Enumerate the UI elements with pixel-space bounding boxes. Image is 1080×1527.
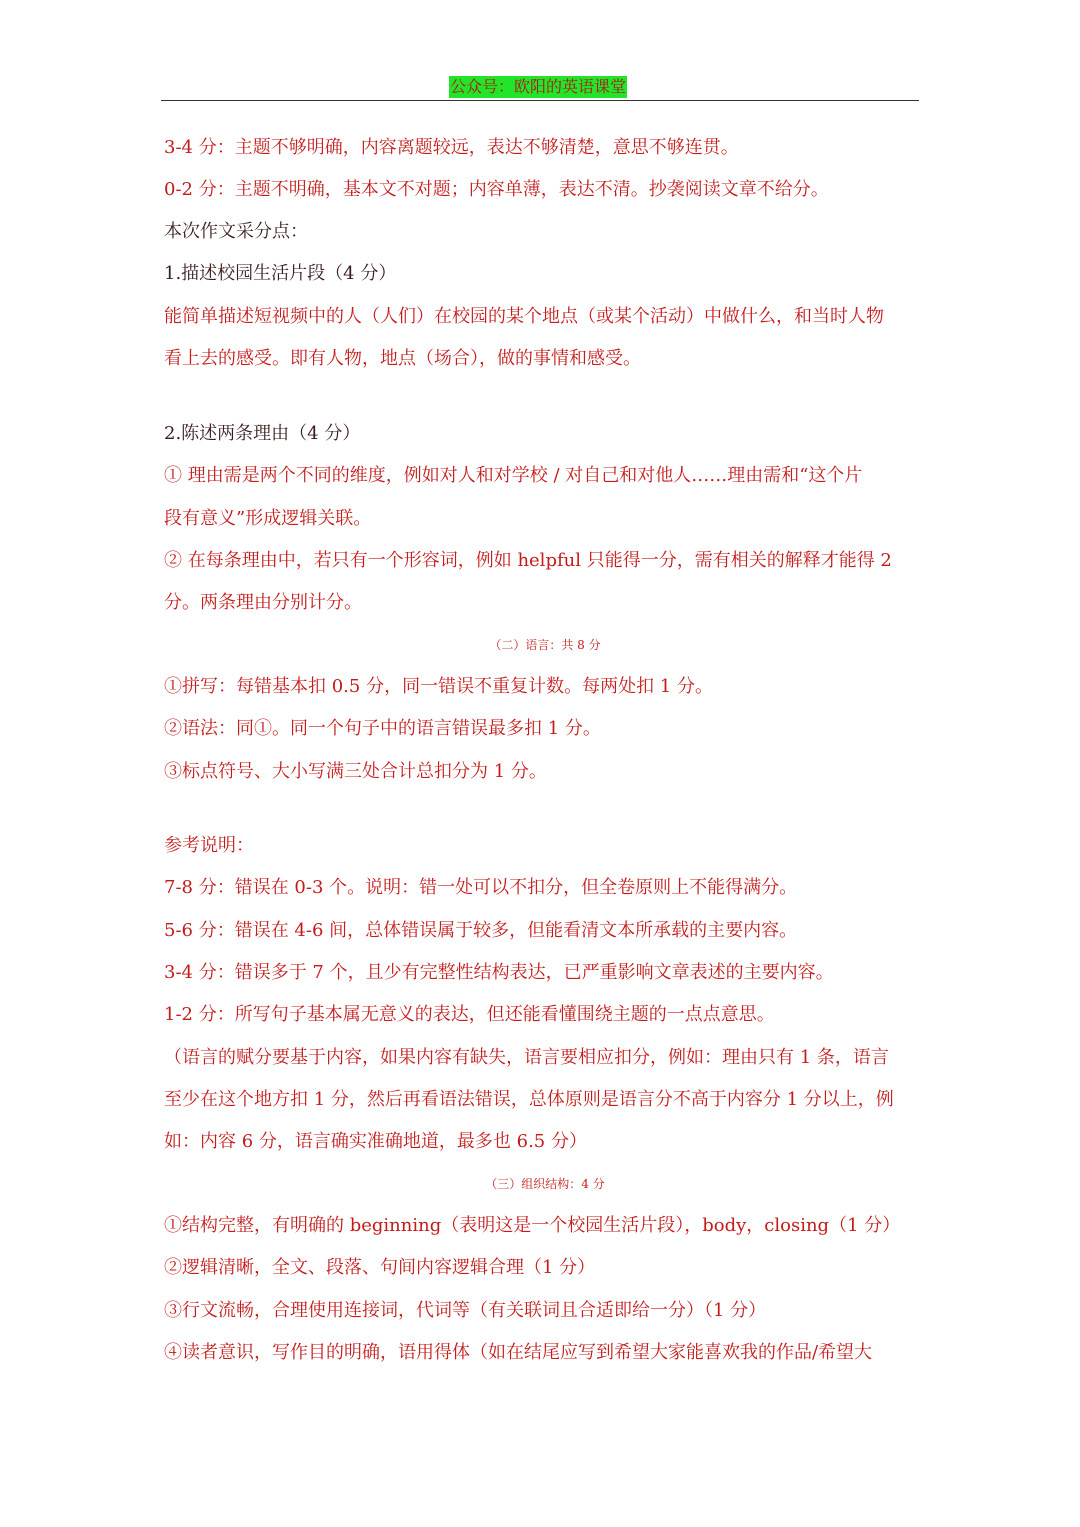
page-header — [0, 76, 1080, 102]
section-structure-heading: （三）组织结构：4 分 — [485, 1177, 605, 1191]
language-punctuation: ③标点符号、大小写满三处合计总扣分为 1 分。 — [164, 761, 547, 782]
point-2-item-2-line-2: 分。两条理由分别计分。 — [164, 592, 362, 613]
score-band-3-4: 3-4 分：主题不够明确，内容离题较远，表达不够清楚，意思不够连贯。 — [164, 137, 739, 158]
header-label: 公众号：欧阳的英语课堂 — [450, 77, 627, 96]
reference-3-4: 3-4 分：错误多于 7 个，且少有完整性结构表达，已严重影响文章表述的主要内容。 — [164, 962, 834, 983]
reference-7-8: 7-8 分：错误在 0-3 个。说明：错一处可以不扣分，但全卷原则上不能得满分。 — [164, 877, 798, 898]
point-2-heading: 2.陈述两条理由（4 分） — [164, 423, 361, 444]
language-note-line-3: 如：内容 6 分，语言确实准确地道，最多也 6.5 分） — [164, 1131, 587, 1152]
language-note-line-1: （语言的赋分要基于内容，如果内容有缺失，语言要相应扣分，例如：理由只有 1 条，语言 — [164, 1047, 889, 1068]
structure-complete: ①结构完整，有明确的 beginning（表明这是一个校园生活片段），body，closing（1 分） — [164, 1215, 901, 1236]
point-2-item-1-line-1: ① 理由需是两个不同的维度，例如对人和对学校 / 对自己和对他人……理由需和“这个片 — [164, 465, 863, 486]
reference-notes-heading: 参考说明： — [164, 835, 254, 856]
point-1-text-line-1: 能简单描述短视频中的人（人们）在校园的某个地点（或某个活动）中做什么，和当时人物 — [164, 306, 884, 327]
point-2-item-2-line-1: ② 在每条理由中，若只有一个形容词，例如 helpful 只能得一分，需有相关的解释才能得 2 — [164, 550, 892, 571]
score-band-0-2: 0-2 分：主题不明确，基本文不对题；内容单薄，表达不清。抄袭阅读文章不给分。 — [164, 179, 829, 200]
structure-logic: ②逻辑清晰，全文、段落、句间内容逻辑合理（1 分） — [164, 1257, 596, 1278]
language-note-line-2: 至少在这个地方扣 1 分，然后再看语法错误，总体原则是语言分不高于内容分 1 分以上，例 — [164, 1089, 894, 1110]
point-1-heading: 1.描述校园生活片段（4 分） — [164, 263, 397, 284]
reference-5-6: 5-6 分：错误在 4-6 间，总体错误属于较多，但能看清文本所承载的主要内容。 — [164, 920, 798, 941]
section-language-heading: （二）语言：共 8 分 — [489, 638, 601, 652]
scoring-points-heading: 本次作文采分点： — [164, 221, 308, 242]
reference-1-2: 1-2 分：所写句子基本属无意义的表达，但还能看懂围绕主题的一点点意思。 — [164, 1004, 775, 1025]
header-rule — [161, 100, 919, 101]
language-spelling: ①拼写：每错基本扣 0.5 分，同一错误不重复计数。每两处扣 1 分。 — [164, 676, 713, 697]
structure-reader-awareness: ④读者意识，写作目的明确，语用得体（如在结尾应写到希望大家能喜欢我的作品/希望大 — [164, 1342, 873, 1363]
point-2-item-1-line-2: 段有意义”形成逻辑关联。 — [164, 508, 372, 529]
language-grammar: ②语法：同①。同一个句子中的语言错误最多扣 1 分。 — [164, 718, 601, 739]
point-1-text-line-2: 看上去的感受。即有人物，地点（场合），做的事情和感受。 — [164, 348, 641, 369]
structure-fluency: ③行文流畅，合理使用连接词，代词等（有关联词且合适即给一分）（1 分） — [164, 1300, 767, 1321]
